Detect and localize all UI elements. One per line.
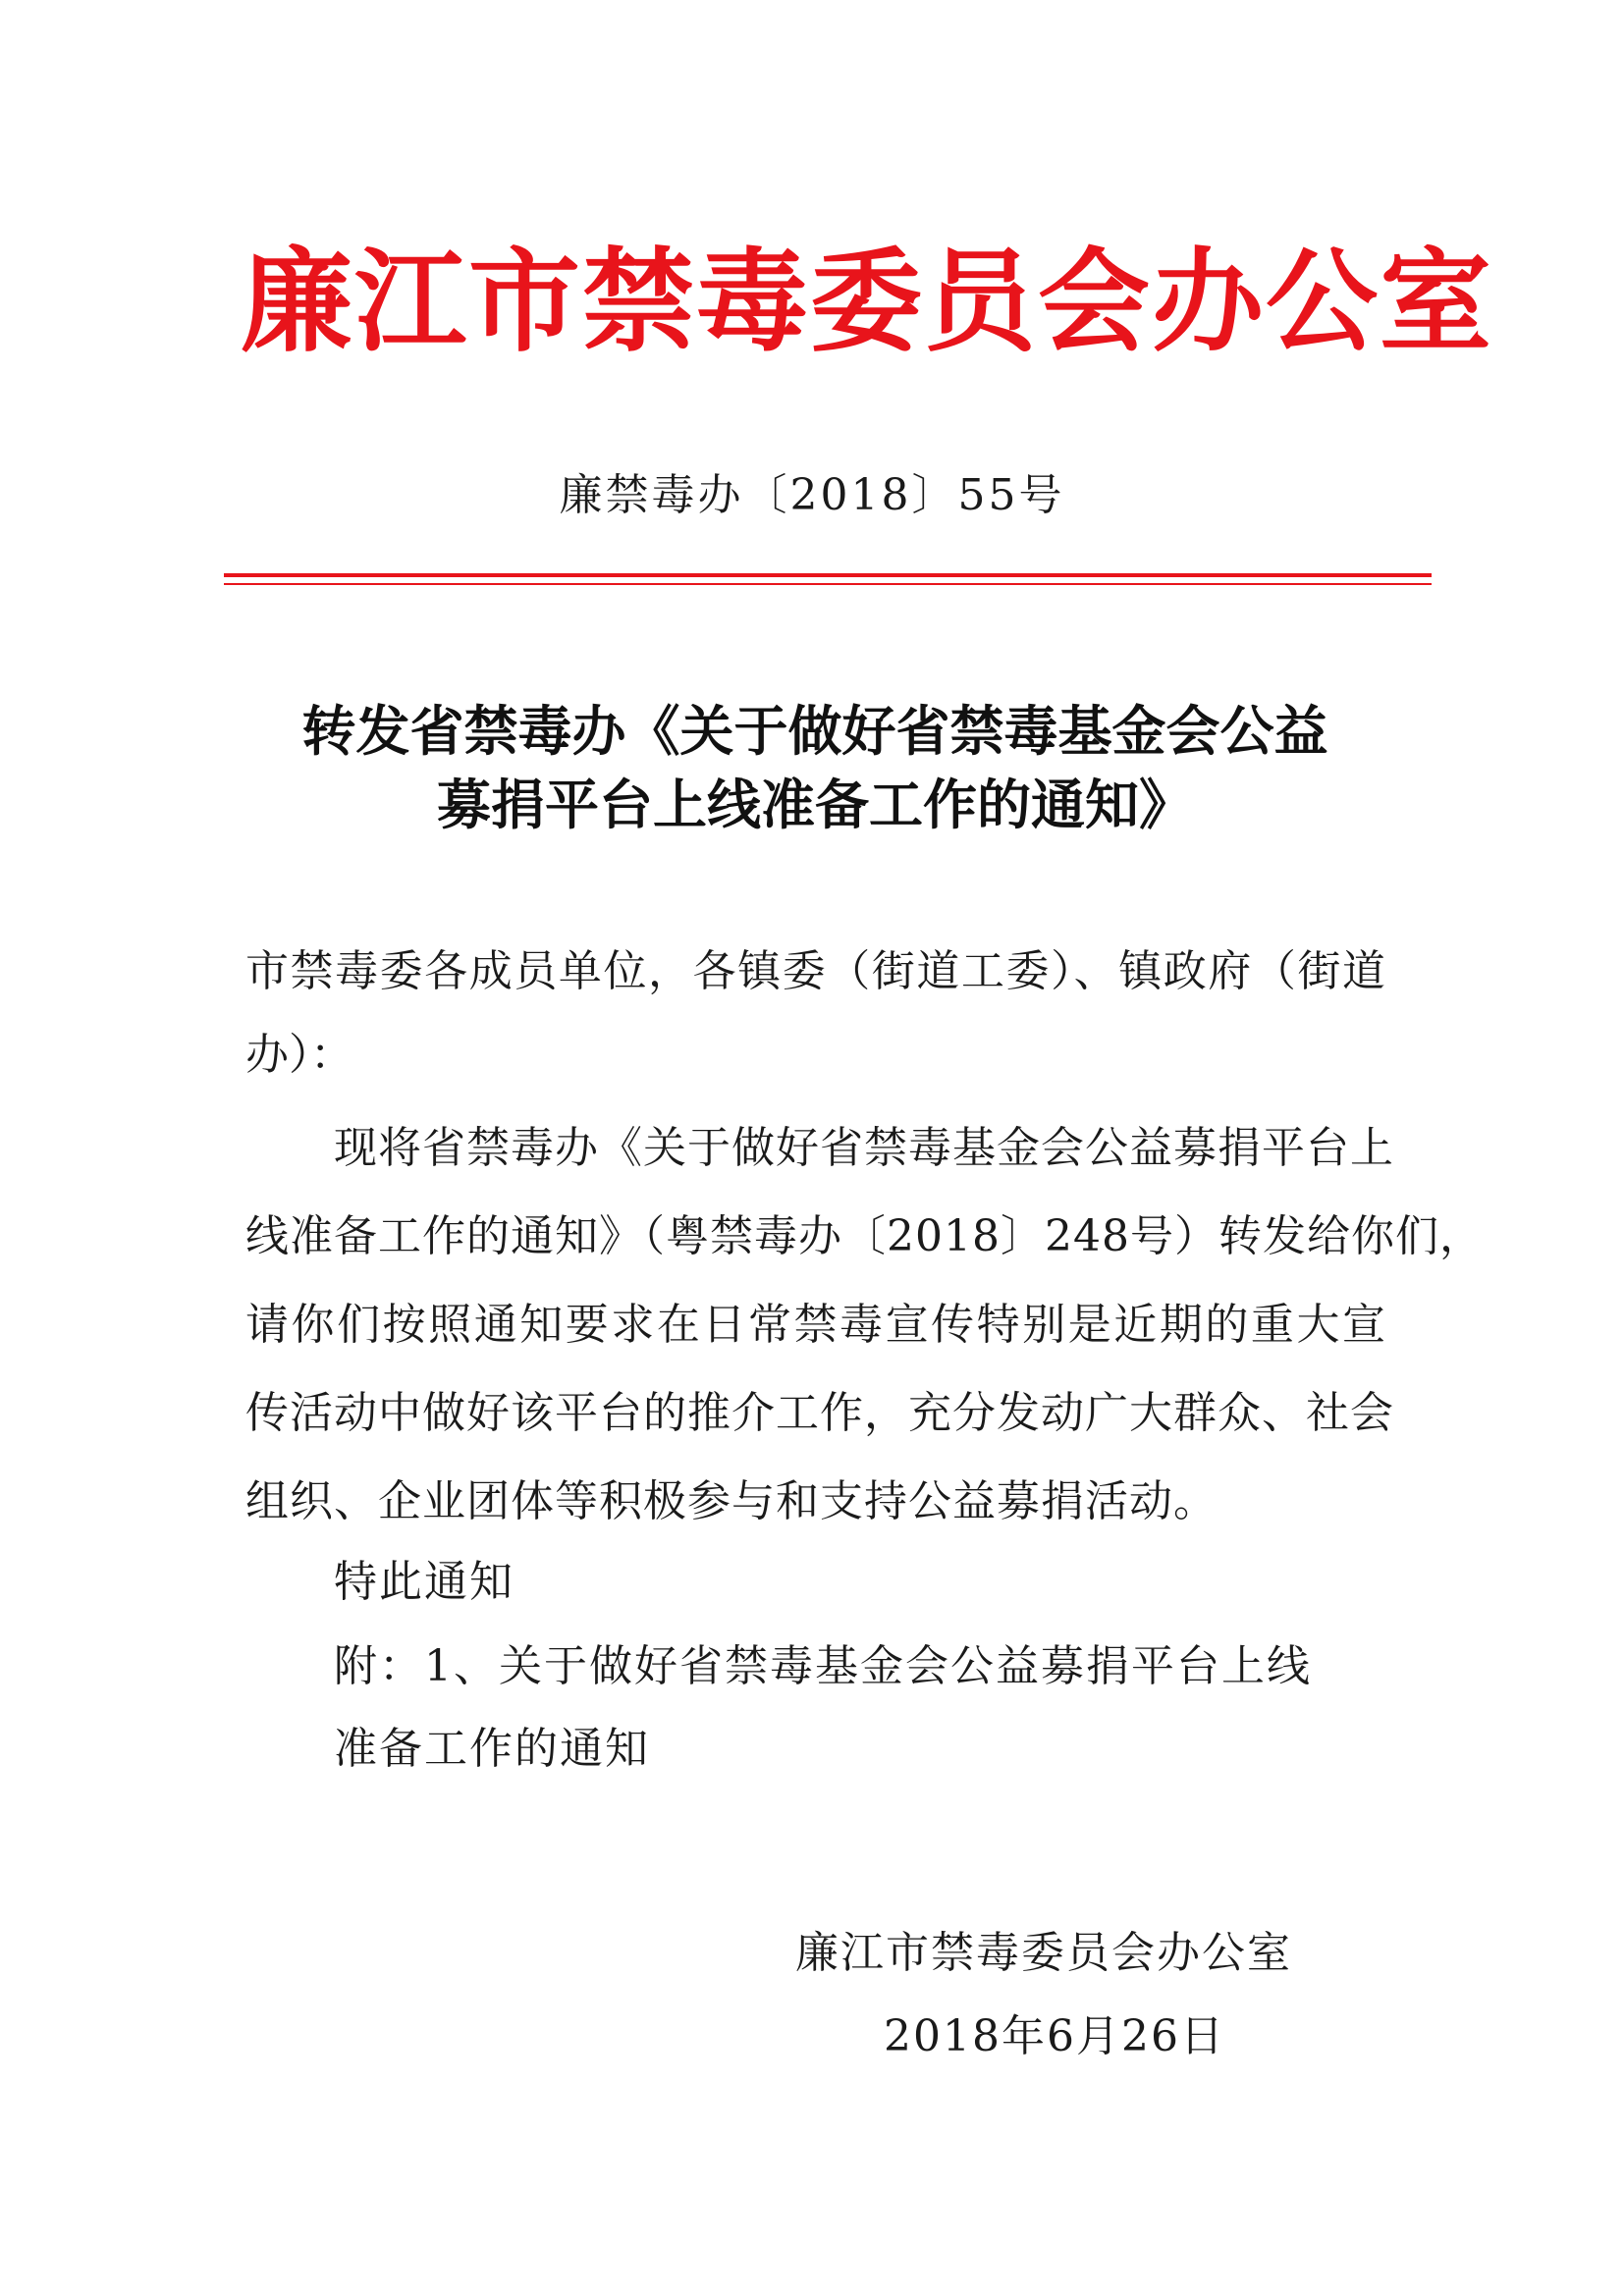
signature-organization: 廉江市禁毒委员会办公室: [795, 1928, 1292, 1978]
body-line-5: 组织、企业团体等积极参与和支持公益募捐活动。: [245, 1476, 1218, 1526]
red-header-rule-secondary: [224, 583, 1432, 585]
body-line-1: 现将省禁毒办《关于做好省禁毒基金会公益募捐平台上: [334, 1123, 1394, 1173]
body-line-2: 线准备工作的通知》（粤禁毒办〔2018〕248号）转发给你们，: [245, 1211, 1484, 1261]
body-line-3: 请你们按照通知要求在日常禁毒宣传特别是近期的重大宣: [245, 1300, 1386, 1350]
attachment-line-2: 准备工作的通知: [334, 1724, 650, 1774]
notice-title-line-1: 转发省禁毒办《关于做好省禁毒基金会公益: [301, 700, 1328, 763]
attachment-line-1: 附：1、关于做好省禁毒基金会公益募捐平台上线: [334, 1641, 1312, 1691]
red-header-rule: [224, 573, 1432, 577]
document-number: 廉禁毒办〔2018〕55号: [559, 470, 1065, 520]
signature-date: 2018年6月26日: [884, 2011, 1225, 2061]
salutation-line-2: 办）：: [245, 1030, 353, 1080]
closing-phrase: 特此通知: [334, 1557, 514, 1607]
salutation-line-1: 市禁毒委各成员单位，各镇委（街道工委）、镇政府（街道: [245, 946, 1386, 996]
notice-title-line-2: 募捐平台上线准备工作的通知》: [436, 774, 1193, 836]
issuer-header-title: 廉江市禁毒委员会办公室: [241, 237, 1494, 367]
body-line-4: 传活动中做好该平台的推介工作，充分发动广大群众、社会: [245, 1388, 1394, 1438]
